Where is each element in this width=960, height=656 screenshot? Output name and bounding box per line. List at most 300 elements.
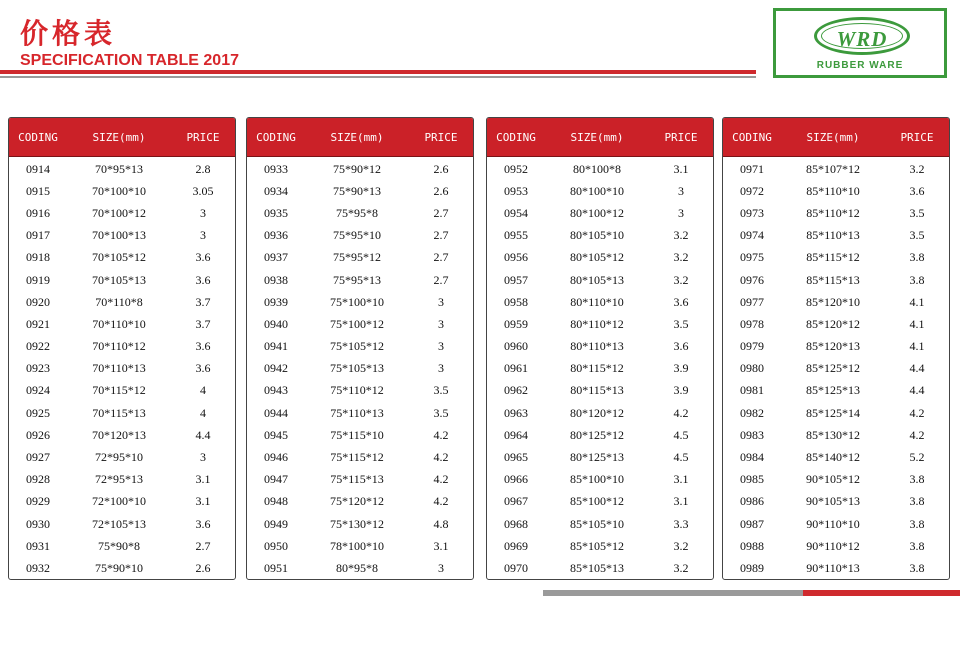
cell-size: 85*140*12 xyxy=(806,450,860,465)
cell-size: 85*120*13 xyxy=(806,339,860,354)
table-row xyxy=(487,313,713,335)
table-row xyxy=(723,225,949,247)
table-row xyxy=(247,202,473,224)
cell-size: 80*115*13 xyxy=(570,383,624,398)
footer-bar-red xyxy=(803,590,960,596)
table-row xyxy=(247,247,473,269)
cell-size: 70*110*13 xyxy=(92,361,146,376)
cell-coding: 0919 xyxy=(26,272,50,287)
cell-coding: 0952 xyxy=(504,161,528,176)
cell-price: 3.6 xyxy=(195,272,211,287)
table-row xyxy=(487,469,713,491)
table-row xyxy=(247,269,473,291)
cell-size: 70*95*13 xyxy=(95,161,143,176)
table-row xyxy=(723,202,949,224)
table-row xyxy=(9,225,235,247)
cell-coding: 0987 xyxy=(740,516,764,531)
table-header xyxy=(723,118,949,157)
cell-size: 75*115*13 xyxy=(330,472,384,487)
cell-price: 3.1 xyxy=(195,472,211,487)
cell-price: 3.7 xyxy=(195,316,211,331)
cell-size: 85*115*12 xyxy=(806,250,860,265)
brand-logo xyxy=(773,8,947,78)
header-price: PRICE xyxy=(900,130,934,144)
cell-price: 3 xyxy=(678,205,684,220)
cell-size: 85*105*12 xyxy=(570,538,624,553)
cell-size: 90*110*13 xyxy=(806,560,860,575)
table-row xyxy=(487,513,713,535)
cell-price: 3.8 xyxy=(909,494,925,509)
cell-size: 75*95*10 xyxy=(333,228,381,243)
cell-coding: 0984 xyxy=(740,450,764,465)
table-row xyxy=(9,557,235,579)
cell-price: 3.8 xyxy=(909,538,925,553)
table-row xyxy=(487,557,713,579)
cell-coding: 0943 xyxy=(264,383,288,398)
cell-size: 90*105*12 xyxy=(806,472,860,487)
cell-coding: 0983 xyxy=(740,427,764,442)
cell-size: 80*105*10 xyxy=(570,228,624,243)
header-price: PRICE xyxy=(664,130,698,144)
cell-price: 4.2 xyxy=(433,427,449,442)
logo-mark: WRD xyxy=(836,27,888,51)
spec-table-panel xyxy=(486,117,714,580)
cell-price: 3.8 xyxy=(909,272,925,287)
table-row xyxy=(247,225,473,247)
cell-size: 80*110*12 xyxy=(570,316,624,331)
cell-price: 3.2 xyxy=(909,161,925,176)
cell-size: 90*105*13 xyxy=(806,494,860,509)
cell-price: 4.8 xyxy=(433,516,449,531)
cell-size: 70*110*8 xyxy=(95,294,143,309)
cell-price: 3.1 xyxy=(673,494,689,509)
table-row xyxy=(9,513,235,535)
table-body xyxy=(9,157,235,580)
table-row xyxy=(9,358,235,380)
table-row xyxy=(9,424,235,446)
cell-size: 85*120*12 xyxy=(806,316,860,331)
table-row xyxy=(487,491,713,513)
table-row xyxy=(487,358,713,380)
cell-price: 2.7 xyxy=(433,250,449,265)
cell-price: 3.6 xyxy=(673,339,689,354)
cell-size: 75*130*12 xyxy=(330,516,384,531)
cell-coding: 0976 xyxy=(740,272,764,287)
cell-coding: 0951 xyxy=(264,560,288,575)
cell-price: 4.5 xyxy=(673,450,689,465)
table-row xyxy=(723,402,949,424)
cell-price: 3.2 xyxy=(673,228,689,243)
table-header xyxy=(487,118,713,157)
cell-price: 3.1 xyxy=(195,494,211,509)
header-coding: CODING xyxy=(496,130,536,144)
cell-size: 80*125*13 xyxy=(570,450,624,465)
spec-table-panel xyxy=(722,117,950,580)
cell-coding: 0969 xyxy=(504,538,528,553)
cell-size: 70*100*10 xyxy=(92,183,146,198)
cell-coding: 0965 xyxy=(504,450,528,465)
cell-price: 3.7 xyxy=(195,294,211,309)
table-row xyxy=(487,336,713,358)
cell-coding: 0918 xyxy=(26,250,50,265)
cell-size: 70*110*12 xyxy=(92,339,146,354)
cell-coding: 0958 xyxy=(504,294,528,309)
table-row xyxy=(723,336,949,358)
table-row xyxy=(9,202,235,224)
cell-price: 2.7 xyxy=(433,228,449,243)
cell-price: 3.5 xyxy=(673,316,689,331)
cell-coding: 0927 xyxy=(26,450,50,465)
cell-size: 75*115*10 xyxy=(330,427,384,442)
table-header xyxy=(247,118,473,157)
cell-coding: 0941 xyxy=(264,339,288,354)
table-row xyxy=(487,225,713,247)
cell-price: 3.8 xyxy=(909,560,925,575)
cell-coding: 0924 xyxy=(26,383,50,398)
table-row xyxy=(723,469,949,491)
cell-coding: 0962 xyxy=(504,383,528,398)
cell-size: 75*90*12 xyxy=(333,161,381,176)
cell-coding: 0979 xyxy=(740,339,764,354)
cell-price: 2.8 xyxy=(195,161,211,176)
cell-price: 3 xyxy=(438,316,444,331)
cell-size: 75*95*12 xyxy=(333,250,381,265)
header-coding: CODING xyxy=(732,130,772,144)
table-row xyxy=(9,158,235,180)
cell-size: 75*90*13 xyxy=(333,183,381,198)
cell-price: 3 xyxy=(200,228,206,243)
cell-coding: 0915 xyxy=(26,183,50,198)
table-row xyxy=(247,469,473,491)
cell-price: 3 xyxy=(200,205,206,220)
cell-coding: 0920 xyxy=(26,294,50,309)
cell-size: 80*120*12 xyxy=(570,405,624,420)
cell-price: 3.6 xyxy=(195,250,211,265)
cell-size: 80*105*12 xyxy=(570,250,624,265)
spec-table-panel xyxy=(8,117,236,580)
cell-size: 85*110*12 xyxy=(806,205,860,220)
cell-price: 3.1 xyxy=(673,472,689,487)
cell-size: 85*115*13 xyxy=(806,272,860,287)
cell-price: 3.1 xyxy=(673,161,689,176)
cell-coding: 0964 xyxy=(504,427,528,442)
table-row xyxy=(723,269,949,291)
cell-coding: 0982 xyxy=(740,405,764,420)
cell-size: 85*125*14 xyxy=(806,405,860,420)
cell-price: 3 xyxy=(200,450,206,465)
cell-price: 4.2 xyxy=(909,427,925,442)
cell-coding: 0961 xyxy=(504,361,528,376)
table-row xyxy=(247,336,473,358)
table-row xyxy=(247,402,473,424)
cell-coding: 0937 xyxy=(264,250,288,265)
cell-price: 3.8 xyxy=(909,472,925,487)
table-row xyxy=(723,247,949,269)
cell-coding: 0975 xyxy=(740,250,764,265)
cell-size: 75*110*12 xyxy=(330,383,384,398)
cell-coding: 0921 xyxy=(26,316,50,331)
cell-size: 75*90*10 xyxy=(95,560,143,575)
cell-coding: 0986 xyxy=(740,494,764,509)
cell-price: 3.2 xyxy=(673,560,689,575)
table-row xyxy=(487,424,713,446)
cell-coding: 0989 xyxy=(740,560,764,575)
cell-price: 3.5 xyxy=(433,405,449,420)
table-row xyxy=(247,291,473,313)
table-row xyxy=(487,291,713,313)
cell-size: 85*120*10 xyxy=(806,294,860,309)
table-row xyxy=(247,358,473,380)
table-header xyxy=(9,118,235,157)
cell-price: 2.7 xyxy=(433,272,449,287)
cell-coding: 0946 xyxy=(264,450,288,465)
cell-price: 3 xyxy=(438,361,444,376)
table-row xyxy=(9,380,235,402)
cell-coding: 0948 xyxy=(264,494,288,509)
table-body xyxy=(247,157,473,580)
cell-price: 3.3 xyxy=(673,516,689,531)
cell-price: 4.4 xyxy=(909,383,925,398)
table-row xyxy=(247,557,473,579)
cell-coding: 0914 xyxy=(26,161,50,176)
cell-size: 85*125*13 xyxy=(806,383,860,398)
cell-price: 3.6 xyxy=(673,294,689,309)
cell-size: 80*100*10 xyxy=(570,183,624,198)
table-row xyxy=(9,535,235,557)
cell-price: 5.2 xyxy=(909,450,925,465)
table-row xyxy=(723,358,949,380)
table-row xyxy=(9,291,235,313)
cell-coding: 0988 xyxy=(740,538,764,553)
cell-size: 70*110*10 xyxy=(92,316,146,331)
cell-size: 75*100*10 xyxy=(330,294,384,309)
cell-coding: 0928 xyxy=(26,472,50,487)
cell-coding: 0968 xyxy=(504,516,528,531)
cell-coding: 0955 xyxy=(504,228,528,243)
cell-price: 3.8 xyxy=(909,516,925,531)
cell-price: 3.2 xyxy=(673,538,689,553)
header-size: SIZE(mm) xyxy=(330,130,384,144)
table-row xyxy=(247,446,473,468)
cell-coding: 0960 xyxy=(504,339,528,354)
cell-price: 4.1 xyxy=(909,316,925,331)
cell-size: 85*125*12 xyxy=(806,361,860,376)
cell-coding: 0971 xyxy=(740,161,764,176)
cell-price: 4.2 xyxy=(909,405,925,420)
cell-coding: 0931 xyxy=(26,538,50,553)
cell-size: 75*120*12 xyxy=(330,494,384,509)
table-row xyxy=(487,535,713,557)
cell-price: 4.1 xyxy=(909,339,925,354)
cell-price: 2.7 xyxy=(433,205,449,220)
table-row xyxy=(247,158,473,180)
cell-coding: 0947 xyxy=(264,472,288,487)
cell-size: 78*100*10 xyxy=(330,538,384,553)
cell-coding: 0925 xyxy=(26,405,50,420)
cell-price: 4 xyxy=(200,405,206,420)
cell-coding: 0966 xyxy=(504,472,528,487)
cell-price: 4.4 xyxy=(195,427,211,442)
table-row xyxy=(9,180,235,202)
footer-bar-grey xyxy=(543,590,803,596)
cell-price: 3.6 xyxy=(909,183,925,198)
table-row xyxy=(723,380,949,402)
cell-size: 75*95*13 xyxy=(333,272,381,287)
cell-coding: 0940 xyxy=(264,316,288,331)
cell-price: 4.2 xyxy=(433,450,449,465)
cell-size: 80*110*10 xyxy=(570,294,624,309)
cell-size: 80*100*8 xyxy=(573,161,621,176)
table-row xyxy=(723,180,949,202)
cell-coding: 0953 xyxy=(504,183,528,198)
cell-coding: 0916 xyxy=(26,205,50,220)
cell-size: 80*95*8 xyxy=(336,560,378,575)
cell-size: 85*130*12 xyxy=(806,427,860,442)
table-row xyxy=(723,313,949,335)
cell-coding: 0934 xyxy=(264,183,288,198)
table-row xyxy=(9,336,235,358)
table-row xyxy=(9,446,235,468)
cell-coding: 0926 xyxy=(26,427,50,442)
cell-coding: 0972 xyxy=(740,183,764,198)
table-row xyxy=(487,202,713,224)
page-title-en: SPECIFICATION TABLE 2017 xyxy=(20,52,239,69)
table-row xyxy=(487,269,713,291)
cell-coding: 0949 xyxy=(264,516,288,531)
logo-subtitle: RUBBER WARE xyxy=(816,60,904,71)
cell-coding: 0977 xyxy=(740,294,764,309)
cell-price: 4 xyxy=(200,383,206,398)
table-row xyxy=(723,557,949,579)
cell-price: 3 xyxy=(678,183,684,198)
header-size: SIZE(mm) xyxy=(92,130,146,144)
cell-coding: 0950 xyxy=(264,538,288,553)
cell-price: 3.6 xyxy=(195,339,211,354)
table-body xyxy=(723,157,949,580)
header-coding: CODING xyxy=(256,130,296,144)
cell-size: 85*105*10 xyxy=(570,516,624,531)
cell-coding: 0954 xyxy=(504,205,528,220)
table-row xyxy=(723,491,949,513)
cell-coding: 0945 xyxy=(264,427,288,442)
cell-coding: 0917 xyxy=(26,228,50,243)
table-row xyxy=(723,446,949,468)
cell-size: 80*125*12 xyxy=(570,427,624,442)
table-row xyxy=(247,424,473,446)
table-row xyxy=(487,446,713,468)
table-row xyxy=(9,269,235,291)
cell-price: 4.2 xyxy=(673,405,689,420)
cell-coding: 0967 xyxy=(504,494,528,509)
cell-price: 2.6 xyxy=(433,161,449,176)
cell-size: 72*105*13 xyxy=(92,516,146,531)
table-row xyxy=(723,158,949,180)
cell-price: 2.7 xyxy=(195,538,211,553)
cell-size: 85*100*12 xyxy=(570,494,624,509)
table-row xyxy=(9,313,235,335)
cell-coding: 0959 xyxy=(504,316,528,331)
cell-size: 85*110*10 xyxy=(806,183,860,198)
cell-coding: 0929 xyxy=(26,494,50,509)
cell-coding: 0956 xyxy=(504,250,528,265)
cell-size: 85*100*10 xyxy=(570,472,624,487)
cell-coding: 0973 xyxy=(740,205,764,220)
cell-size: 70*105*12 xyxy=(92,250,146,265)
cell-price: 3.2 xyxy=(673,250,689,265)
table-row xyxy=(9,402,235,424)
cell-size: 70*115*13 xyxy=(92,405,146,420)
table-row xyxy=(9,247,235,269)
cell-price: 4.2 xyxy=(433,494,449,509)
cell-coding: 0981 xyxy=(740,383,764,398)
table-row xyxy=(723,291,949,313)
cell-size: 75*95*8 xyxy=(336,205,378,220)
cell-coding: 0942 xyxy=(264,361,288,376)
cell-price: 3.6 xyxy=(195,361,211,376)
cell-size: 80*110*13 xyxy=(570,339,624,354)
cell-coding: 0963 xyxy=(504,405,528,420)
cell-coding: 0936 xyxy=(264,228,288,243)
table-row xyxy=(9,469,235,491)
cell-coding: 0923 xyxy=(26,361,50,376)
cell-price: 3 xyxy=(438,560,444,575)
table-row xyxy=(247,491,473,513)
cell-coding: 0957 xyxy=(504,272,528,287)
table-row xyxy=(9,491,235,513)
table-row xyxy=(247,180,473,202)
cell-price: 3.9 xyxy=(673,383,689,398)
cell-price: 3.5 xyxy=(909,228,925,243)
cell-size: 75*90*8 xyxy=(98,538,140,553)
table-row xyxy=(487,158,713,180)
cell-coding: 0944 xyxy=(264,405,288,420)
cell-price: 3.05 xyxy=(192,183,214,198)
cell-size: 80*105*13 xyxy=(570,272,624,287)
header-size: SIZE(mm) xyxy=(570,130,624,144)
table-row xyxy=(723,424,949,446)
cell-size: 85*110*13 xyxy=(806,228,860,243)
cell-size: 70*100*13 xyxy=(92,228,146,243)
cell-price: 2.6 xyxy=(195,560,211,575)
cell-size: 85*107*12 xyxy=(806,161,860,176)
cell-price: 3.6 xyxy=(195,516,211,531)
cell-price: 3.5 xyxy=(433,383,449,398)
cell-size: 90*110*12 xyxy=(806,538,860,553)
cell-size: 90*110*10 xyxy=(806,516,860,531)
cell-price: 4.5 xyxy=(673,427,689,442)
cell-price: 3.9 xyxy=(673,361,689,376)
cell-size: 75*105*13 xyxy=(330,361,384,376)
cell-coding: 0939 xyxy=(264,294,288,309)
header-coding: CODING xyxy=(18,130,58,144)
cell-coding: 0974 xyxy=(740,228,764,243)
spec-table-panel xyxy=(246,117,474,580)
cell-size: 75*100*12 xyxy=(330,316,384,331)
table-row xyxy=(487,402,713,424)
logo-oval-icon xyxy=(814,17,910,55)
table-row xyxy=(247,380,473,402)
cell-price: 2.6 xyxy=(433,183,449,198)
cell-size: 72*95*13 xyxy=(95,472,143,487)
cell-price: 3.2 xyxy=(673,272,689,287)
table-row xyxy=(487,180,713,202)
cell-coding: 0922 xyxy=(26,339,50,354)
cell-coding: 0980 xyxy=(740,361,764,376)
cell-price: 4.1 xyxy=(909,294,925,309)
cell-coding: 0935 xyxy=(264,205,288,220)
cell-price: 3 xyxy=(438,294,444,309)
cell-price: 4.4 xyxy=(909,361,925,376)
